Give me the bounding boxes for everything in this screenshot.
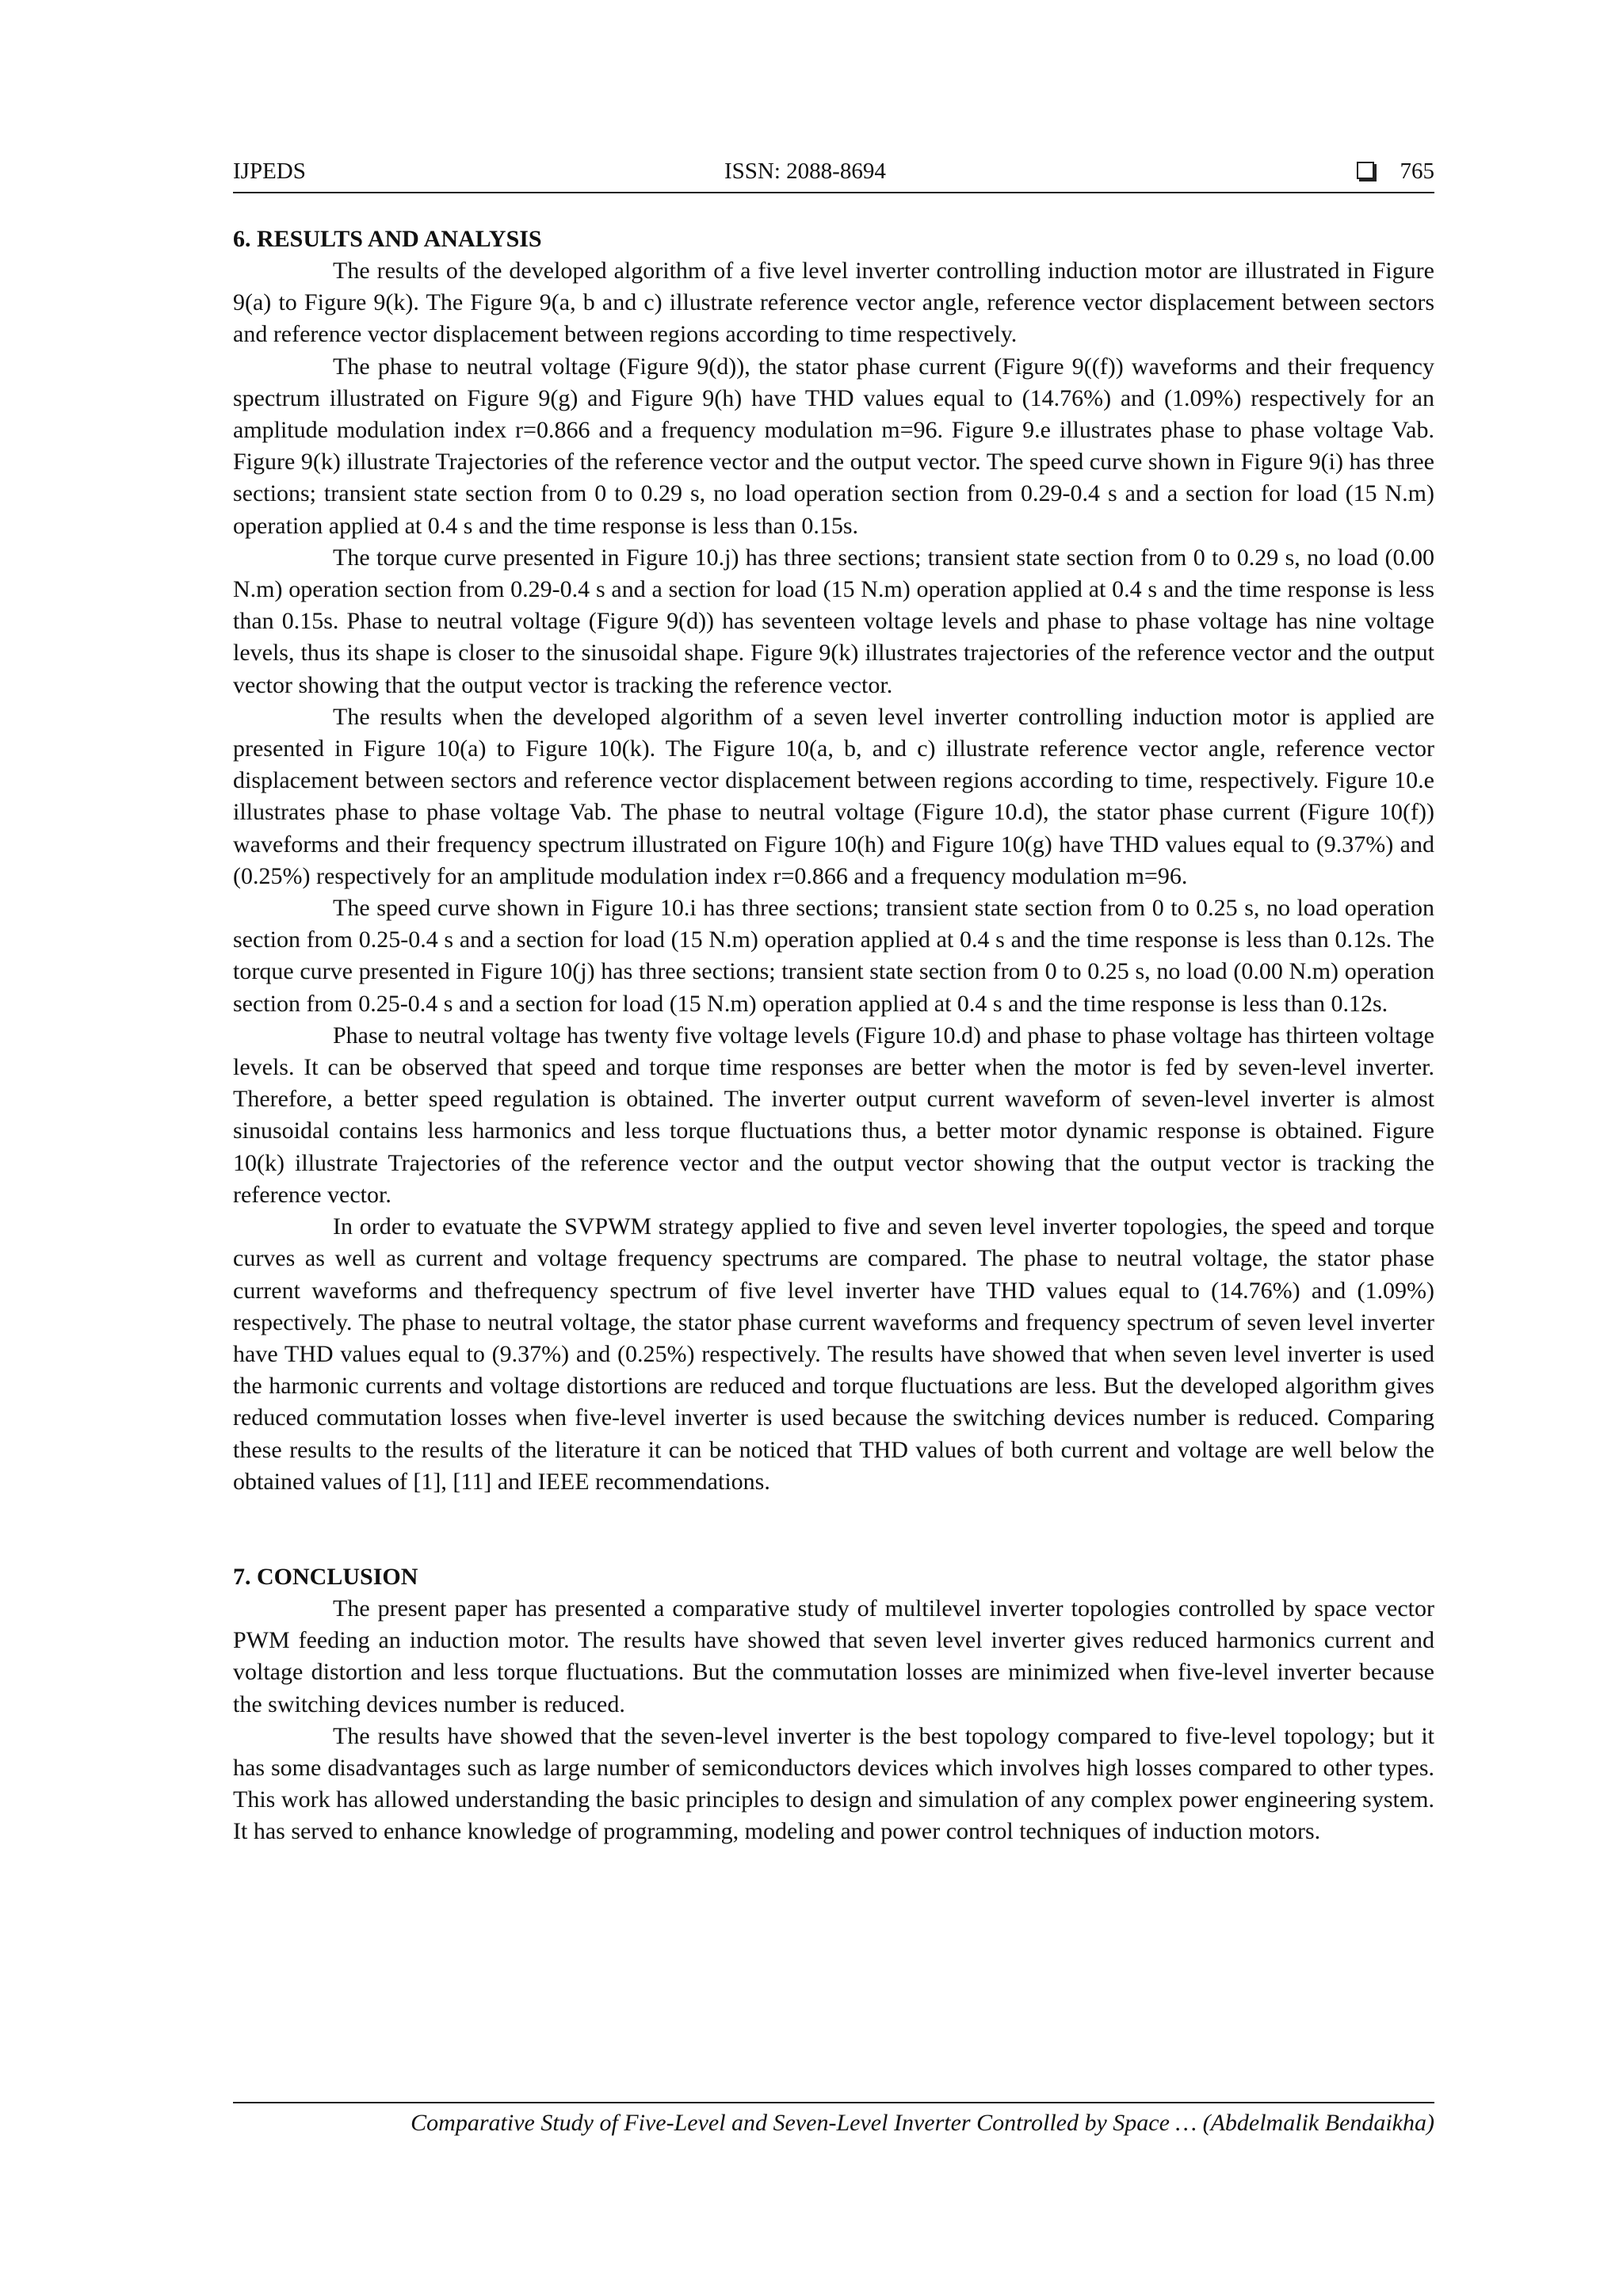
results-section	[233, 223, 1434, 1498]
checkbox-square-icon	[1357, 162, 1374, 179]
page-footer	[233, 2102, 1434, 2137]
paragraph: The results have showed that the seven-level inverter is the best topology compared to five-level topology; but it has some disadvantages such as large number of semiconductors devices which involves high losses compared to other types. This work has allowed understanding the basic principles to design and simulation of any complex power engineering system. It has served to enhance knowledge of programming, modeling and power control techniques of induction motors.	[233, 1722, 1434, 1845]
article-body	[233, 223, 1434, 1848]
paragraph: The results when the developed algorithm of a seven level inverter controlling induction motor is applied are presented in Figure 10(a) to Figure 10(k). The Figure 10(a, b, and c) illustrate reference vector angle, reference vector displacement between sectors and reference vector displacement between regions according to time, respectively. Figure 10.e illustrates phase to phase voltage Vab. The phase to neutral voltage (Figure 10.d), the stator phase current (Figure 10(f)) waveforms and their frequency spectrum illustrated on Figure 10(h) and Figure 10(g) have THD values equal to (9.37%) and (0.25%) respectively for an amplitude modulation index r=0.866 and a frequency modulation m=96.	[233, 703, 1434, 889]
paragraph: Phase to neutral voltage has twenty five voltage levels (Figure 10.d) and phase to phase voltage has thirteen voltage levels. It can be observed that speed and torque time responses are better when the motor is fed by seven-level inverter. Therefore, a better speed regulation is obtained. The inverter output current waveform of seven-level inverter is almost sinusoidal contains less harmonics and less torque fluctuations thus, a better motor dynamic response is obtained. Figure 10(k) illustrate Trajectories of the reference vector and the output vector showing that the output vector is tracking the reference vector.	[233, 1022, 1434, 1208]
paragraph: The results of the developed algorithm of a five level inverter controlling induction motor are illustrated in Figure 9(a) to Figure 9(k). The Figure 9(a, b and c) illustrate reference vector angle, reference vector displacement between sectors and reference vector displacement between regions according to time respectively.	[233, 258, 1434, 348]
section-heading-results: 6. RESULTS AND ANALYSIS	[233, 226, 542, 252]
page-header	[233, 155, 1434, 193]
section-spacer	[233, 1498, 1434, 1561]
journal-name: IJPEDS	[233, 159, 306, 184]
paragraph: The torque curve presented in Figure 10.j) has three sections; transient state section from 0 to 0.29 s, no load (0.00 N.m) operation section from 0.29-0.4 s and a section for load (15 N.m) operation applied at 0.4 s and the time response is less than 0.15s. Phase to neutral voltage (Figure 9(d)) has seventeen voltage levels and phase to phase voltage has nine voltage levels, thus its shape is closer to the sinusoidal shape. Figure 9(k) illustrates trajectories of the reference vector and the output vector showing that the output vector is tracking the reference vector.	[233, 544, 1434, 698]
paragraph: In order to evatuate the SVPWM strategy applied to five and seven level inverter topologies, the speed and torque curves as well as current and voltage frequency spectrums are compared. The phase to neutral voltage, the stator phase current waveforms and thefrequency spectrum of five level inverter have THD values equal to (14.76%) and (1.09%) respectively. The phase to neutral voltage, the stator phase current waveforms and frequency spectrum of seven level inverter have THD values equal to (9.37%) and (0.25%) respectively. The results have showed that when seven level inverter is used the harmonic currents and voltage distortions are reduced and torque fluctuations are less. But the developed algorithm gives reduced commutation losses when five-level inverter is used because the switching devices number is reduced. Comparing these results to the results of the literature it can be noticed that THD values of both current and voltage are well below the obtained values of [1], [11] and IEEE recommendations.	[233, 1213, 1434, 1495]
conclusion-section	[233, 1561, 1434, 1848]
running-title: Comparative Study of Five-Level and Seven-Level Inverter Controlled by Space … (Abdelmalik Bendaikha)	[411, 2110, 1434, 2136]
paragraph: The phase to neutral voltage (Figure 9(d)), the stator phase current (Figure 9((f)) waveforms and their frequency spectrum illustrated on Figure 9(g) and Figure 9(h) have THD values equal to (14.76%) and (1.09%) respectively for an amplitude modulation index r=0.866 and a frequency modulation m=96. Figure 9.e illustrates phase to phase voltage Vab. Figure 9(k) illustrate Trajectories of the reference vector and the output vector. The speed curve shown in Figure 9(i) has three sections; transient state section from 0 to 0.29 s, no load operation section from 0.29-0.4 s and a section for load (15 N.m) operation applied at 0.4 s and the time response is less than 0.15s.	[233, 353, 1434, 539]
section-heading-conclusion: 7. CONCLUSION	[233, 1563, 418, 1590]
issn: ISSN: 2088-8694	[724, 159, 886, 184]
paragraph: The speed curve shown in Figure 10.i has three sections; transient state section from 0 to 0.25 s, no load operation section from 0.25-0.4 s and a section for load (15 N.m) operation applied at 0.4 s and the time response is less than 0.12s. The torque curve presented in Figure 10(j) has three sections; transient state section from 0 to 0.25 s, no load (0.00 N.m) operation section from 0.25-0.4 s and a section for load (15 N.m) operation applied at 0.4 s and the time response is less than 0.12s.	[233, 895, 1434, 1017]
page-number: 765	[1400, 159, 1434, 184]
paragraph: The present paper has presented a comparative study of multilevel inverter topologies controlled by space vector PWM feeding an induction motor. The results have showed that seven level inverter gives reduced harmonics current and voltage distortion and less torque fluctuations. But the commutation losses are minimized when five-level inverter because the switching devices number is reduced.	[233, 1595, 1434, 1717]
